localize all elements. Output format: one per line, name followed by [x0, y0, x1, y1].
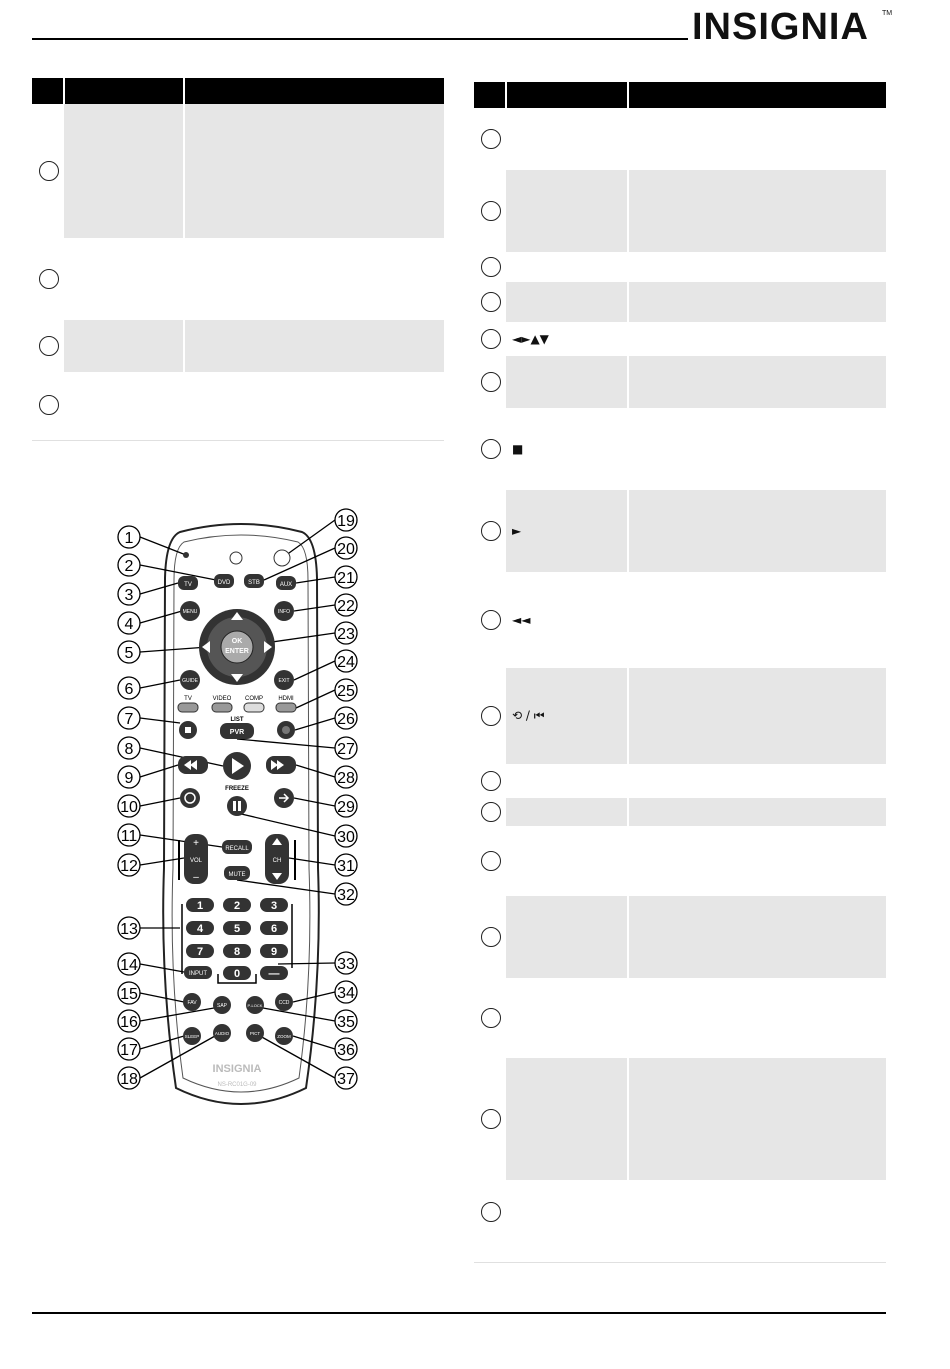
right-table-bottom-rule	[474, 1262, 886, 1263]
menu-button	[180, 601, 200, 621]
digit-7-button	[223, 944, 251, 958]
svg-text:1: 1	[196, 900, 204, 912]
svg-text:4: 4	[124, 616, 134, 633]
table-row	[474, 170, 886, 252]
callout-circle	[481, 439, 501, 459]
pict-button	[246, 1024, 264, 1042]
table-header	[32, 78, 444, 104]
callout-circle	[481, 610, 501, 630]
svg-text:12: 12	[120, 858, 138, 875]
svg-text:ENTER: ENTER	[225, 648, 249, 655]
table-row	[474, 408, 886, 490]
svg-text:5: 5	[124, 645, 134, 662]
insignia-logo	[692, 4, 892, 54]
svg-text:MENU: MENU	[182, 609, 198, 615]
comp-source-button	[244, 703, 264, 712]
svg-text:19: 19	[337, 513, 355, 530]
svg-text:DVD: DVD	[217, 580, 231, 586]
svg-text:SLEEP: SLEEP	[184, 1034, 200, 1039]
table-row	[474, 490, 886, 572]
svg-text:FREEZE: FREEZE	[225, 786, 249, 792]
svg-text:18: 18	[120, 1071, 138, 1088]
svg-text:7: 7	[196, 946, 204, 958]
logo-text: INSIGNIA	[692, 6, 869, 48]
footer-rule	[32, 1312, 886, 1314]
callout-circle	[481, 201, 501, 221]
power-icon	[274, 550, 290, 566]
svg-text:30: 30	[337, 829, 355, 846]
rewind-button	[178, 756, 208, 774]
table-row	[32, 320, 444, 372]
table-row	[474, 896, 886, 978]
svg-text:8: 8	[233, 946, 241, 958]
svg-text:PVR: PVR	[229, 729, 245, 736]
digit-9-button	[223, 966, 251, 980]
svg-text:32: 32	[337, 887, 355, 904]
callout-circle	[481, 851, 501, 871]
table-row	[474, 252, 886, 282]
table-row	[474, 356, 886, 408]
digit-1-button	[223, 898, 251, 912]
table-row	[474, 108, 886, 170]
svg-text:SAP: SAP	[216, 1003, 228, 1009]
svg-text:4: 4	[196, 923, 204, 935]
digit-8-button	[260, 944, 288, 958]
skip-forward-button	[274, 788, 294, 808]
freeze-pause-button	[227, 796, 247, 816]
svg-text:27: 27	[337, 741, 355, 758]
sleep-button	[183, 1027, 201, 1045]
svg-text:35: 35	[337, 1014, 355, 1031]
digit-10-button	[260, 966, 288, 980]
callout-circle	[481, 706, 501, 726]
hdmi-source-button	[276, 703, 296, 712]
svg-text:9: 9	[124, 770, 134, 787]
svg-text:CCD: CCD	[278, 1000, 290, 1006]
callout-circle	[39, 269, 59, 289]
callout-circle	[481, 1202, 501, 1222]
channel-rocker	[265, 834, 289, 884]
svg-text:8: 8	[124, 741, 134, 758]
exit-button	[274, 670, 294, 690]
svg-text:VOL: VOL	[189, 858, 203, 864]
svg-text:COMP: COMP	[245, 696, 263, 702]
callout-circle	[481, 1109, 501, 1129]
ccd-button	[275, 993, 293, 1011]
svg-text:28: 28	[337, 770, 355, 787]
callout-circle	[481, 1008, 501, 1028]
callout-circle	[481, 372, 501, 392]
remote-model: NS-RC01G-09	[217, 1082, 257, 1088]
svg-text:15: 15	[120, 986, 138, 1003]
header-rule	[32, 38, 688, 40]
svg-text:36: 36	[337, 1042, 355, 1059]
svg-text:2: 2	[233, 900, 241, 912]
button-glyph-icon: ■	[512, 442, 524, 456]
svg-text:7: 7	[124, 711, 134, 728]
svg-text:CH: CH	[272, 858, 282, 864]
callout-circle	[481, 927, 501, 947]
svg-text:25: 25	[337, 683, 355, 700]
svg-text:AUX: AUX	[279, 582, 293, 588]
svg-text:20: 20	[337, 541, 355, 558]
svg-text:17: 17	[120, 1042, 138, 1059]
svg-text:—: —	[268, 968, 280, 980]
button-glyph-icon: ◄►▲▼	[512, 332, 549, 346]
svg-text:6: 6	[270, 923, 278, 935]
svg-text:–: –	[193, 872, 199, 883]
svg-text:PICT: PICT	[249, 1031, 261, 1036]
svg-text:5: 5	[233, 923, 241, 935]
p-lock-button	[246, 996, 264, 1014]
table-row	[474, 798, 886, 826]
svg-text:+: +	[193, 838, 199, 849]
svg-text:ZOOM: ZOOM	[277, 1034, 291, 1039]
zoom-button	[275, 1027, 293, 1045]
ok-enter-button	[221, 631, 253, 663]
svg-text:3: 3	[270, 900, 278, 912]
button-glyph-icon: ►	[512, 524, 522, 538]
callout-circle	[481, 771, 501, 791]
callout-circle	[481, 802, 501, 822]
left-table-bottom-rule	[32, 440, 444, 441]
svg-text:31: 31	[337, 858, 355, 875]
play-button	[223, 752, 251, 780]
svg-text:22: 22	[337, 598, 355, 615]
svg-text:FAV: FAV	[187, 1000, 197, 1006]
power-indicator-led	[183, 552, 189, 558]
remote-control-illustration	[110, 508, 372, 1118]
table-row	[32, 104, 444, 238]
svg-text:21: 21	[337, 570, 355, 587]
table-row	[474, 572, 886, 668]
callout-circle	[39, 161, 59, 181]
fast-forward-button	[266, 756, 296, 774]
svg-text:13: 13	[120, 921, 138, 938]
callout-circle	[481, 521, 501, 541]
svg-text:RECALL: RECALL	[225, 846, 249, 852]
digit-3-button	[186, 921, 214, 935]
svg-text:0: 0	[233, 968, 241, 980]
svg-text:MUTE: MUTE	[228, 872, 246, 878]
guide-button	[180, 670, 200, 690]
table-row	[474, 826, 886, 896]
input-button	[184, 966, 212, 979]
tv-source-button	[178, 703, 198, 712]
mute-button	[224, 866, 250, 880]
svg-text:14: 14	[120, 957, 138, 974]
table-header	[474, 82, 886, 108]
table-row	[474, 322, 886, 356]
left-button-table	[32, 78, 444, 438]
stop-button	[179, 721, 197, 739]
table-row	[474, 668, 886, 764]
button-glyph-icon: ◄◄	[512, 613, 531, 627]
svg-text:3: 3	[124, 587, 134, 604]
svg-text:GUIDE: GUIDE	[182, 678, 198, 684]
replay-button	[180, 788, 200, 808]
stb-button	[244, 574, 264, 588]
callout-circle	[481, 257, 501, 277]
aux-button	[276, 576, 296, 590]
svg-text:OK: OK	[231, 638, 243, 645]
svg-text:INFO: INFO	[278, 609, 290, 615]
svg-text:AUDIO: AUDIO	[214, 1031, 230, 1036]
record-button	[277, 721, 295, 739]
table-row	[474, 764, 886, 798]
table-row	[32, 238, 444, 320]
tv-button	[178, 576, 198, 590]
table-row	[474, 282, 886, 322]
svg-text:2: 2	[124, 558, 134, 575]
table-row	[474, 978, 886, 1058]
svg-text:29: 29	[337, 799, 355, 816]
svg-text:11: 11	[120, 828, 138, 845]
svg-text:24: 24	[337, 654, 355, 671]
pvr-button	[220, 723, 254, 739]
svg-text:HDMI: HDMI	[278, 696, 294, 702]
svg-text:16: 16	[120, 1014, 138, 1031]
callout-circle	[481, 329, 501, 349]
remote-brand: INSIGNIA	[212, 1063, 262, 1075]
digit-2-button	[260, 898, 288, 912]
svg-text:26: 26	[337, 711, 355, 728]
svg-text:VIDEO: VIDEO	[212, 696, 232, 702]
svg-text:LIST: LIST	[230, 717, 244, 723]
audio-button	[213, 1024, 231, 1042]
trademark-mark: TM	[882, 10, 893, 17]
callout-circle	[481, 292, 501, 312]
svg-text:STB: STB	[248, 580, 260, 586]
svg-text:P-LOCK: P-LOCK	[247, 1003, 263, 1008]
callout-circle	[39, 395, 59, 415]
table-row	[474, 1180, 886, 1244]
svg-text:6: 6	[124, 681, 134, 698]
svg-text:33: 33	[337, 956, 355, 973]
sap-button	[213, 996, 231, 1014]
info-button	[274, 601, 294, 621]
right-button-table	[474, 82, 886, 1244]
table-row	[474, 1058, 886, 1180]
volume-rocker	[184, 834, 208, 884]
svg-text:TV: TV	[184, 696, 192, 702]
recall-button	[222, 840, 252, 854]
svg-text:23: 23	[337, 626, 355, 643]
digit-0-button	[186, 898, 214, 912]
video-source-button	[212, 703, 232, 712]
fav-button	[183, 993, 201, 1011]
ir-sensor	[230, 552, 242, 564]
svg-text:TV: TV	[184, 582, 192, 588]
svg-text:34: 34	[337, 985, 355, 1002]
digit-5-button	[260, 921, 288, 935]
digit-4-button	[223, 921, 251, 935]
svg-text:37: 37	[337, 1071, 355, 1088]
table-row	[32, 372, 444, 438]
dvd-button	[214, 574, 234, 588]
button-glyph-icon: ⟲ / ⏮	[512, 708, 545, 723]
callout-circle	[481, 129, 501, 149]
svg-text:10: 10	[120, 799, 138, 816]
svg-text:INPUT: INPUT	[189, 971, 207, 977]
svg-text:EXIT: EXIT	[278, 678, 290, 684]
svg-text:1: 1	[124, 530, 134, 547]
svg-text:9: 9	[270, 946, 278, 958]
callout-circle	[39, 336, 59, 356]
digit-6-button	[186, 944, 214, 958]
